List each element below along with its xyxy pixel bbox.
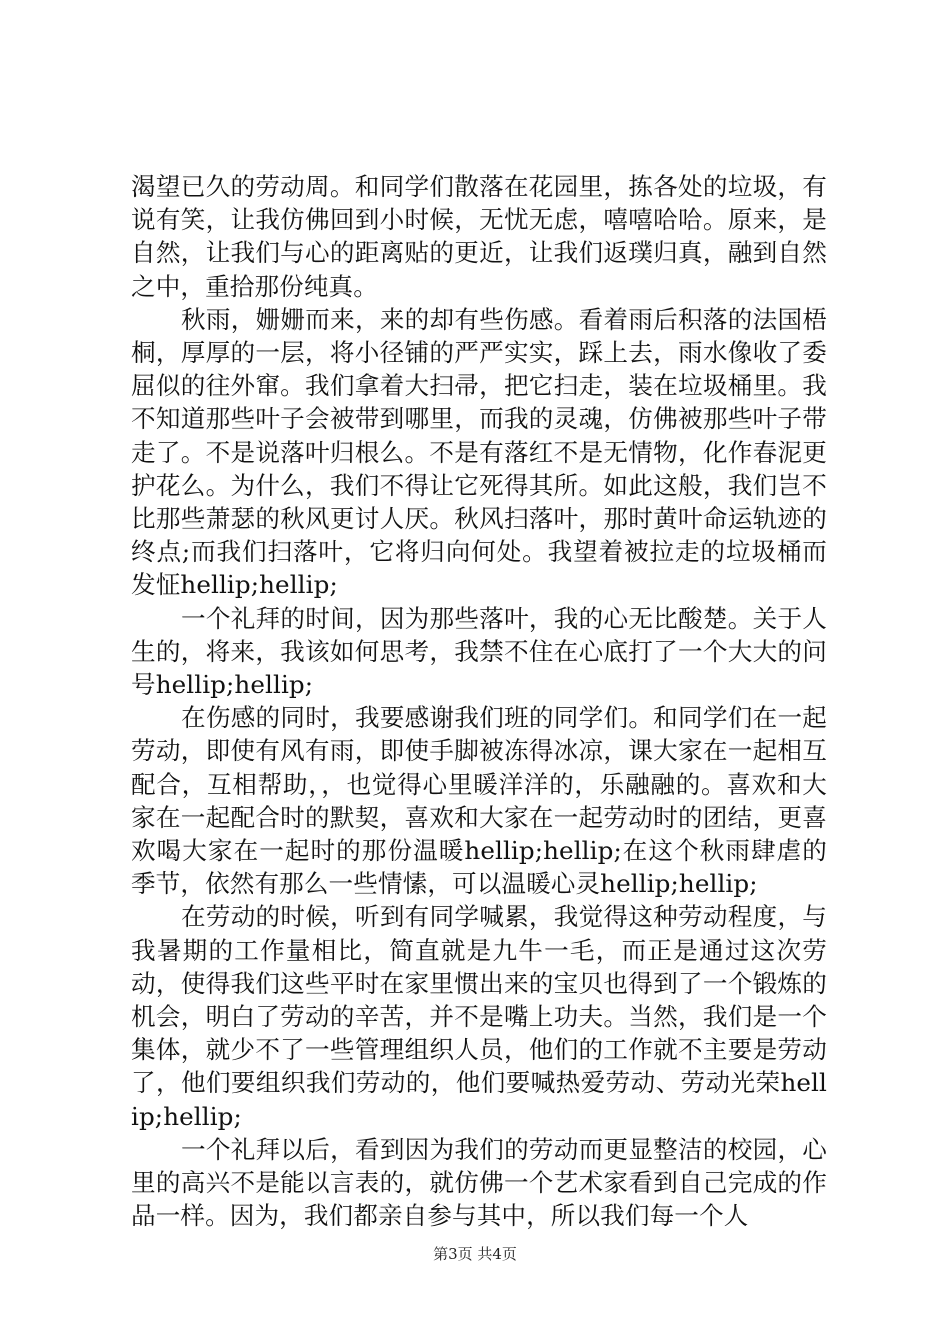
page-number-footer: 第3页 共4页 bbox=[433, 1245, 517, 1263]
document-body bbox=[131, 170, 827, 1233]
paragraph-1: 渴望已久的劳动周。和同学们散落在花园里，拣各处的垃圾，有说有笑，让我仿佛回到小时候，无忧无虑，嘻嘻哈哈。原来，是自然，让我们与心的距离贴的更近，让我们返璞归真，融到自然之中，重拾那份纯真。 bbox=[131, 172, 827, 301]
paragraph-3: 一个礼拜的时间，因为那些落叶，我的心无比酸楚。关于人生的，将来，我该如何思考，我禁不住在心底打了一个大大的问号hellip;hellip; bbox=[131, 603, 827, 700]
paragraph-2: 秋雨，姗姗而来，来的却有些伤感。看着雨后积落的法国梧桐，厚厚的一层，将小径铺的严严实实，踩上去，雨水像收了委屈似的往外窜。我们拿着大扫帚，把它扫走，装在垃圾桶里。我不知道那些叶子会被带到哪里，而我的灵魂，仿佛被那些叶子带走了。不是说落叶归根么。不是有落红不是无情物，化作春泥更护花么。为什么，我们不得让它死得其所。如此这般，我们岂不比那些萧瑟的秋风更讨人厌。秋风扫落叶，那时黄叶命运轨迹的终点;而我们扫落叶，它将归向何处。我望着被拉走的垃圾桶而发怔hellip;hellip; bbox=[131, 304, 827, 600]
paragraph-4: 在伤感的同时，我要感谢我们班的同学们。和同学们在一起劳动，即使有风有雨，即使手脚被冻得冰凉，课大家在一起相互配合，互相帮助，，也觉得心里暖洋洋的，乐融融的。喜欢和大家在一起配合时的默契，喜欢和大家在一起劳动时的团结，更喜欢喝大家在一起时的那份温暖hellip;hellip;在这个秋雨肆虐的季节，依然有那么一些情愫，可以温暖心灵hellip;hellip; bbox=[131, 703, 827, 899]
paragraph-5: 在劳动的时候，听到有同学喊累，我觉得这种劳动程度，与我暑期的工作量相比，简直就是九牛一毛，而正是通过这次劳动，使得我们这些平时在家里惯出来的宝贝也得到了一个锻炼的机会，明白了劳动的辛苦，并不是嘴上功夫。当然，我们是一个集体，就少不了一些管理组织人员，他们的工作就不主要是劳动了，他们要组织我们劳动的，他们要喊热爱劳动、劳动光荣hellip;hellip; bbox=[131, 902, 827, 1131]
paragraph-6: 一个礼拜以后，看到因为我们的劳动而更显整洁的校园，心里的高兴不是能以言表的，就仿佛一个艺术家看到自己完成的作品一样。因为，我们都亲自参与其中，所以我们每一个人 bbox=[131, 1134, 827, 1231]
